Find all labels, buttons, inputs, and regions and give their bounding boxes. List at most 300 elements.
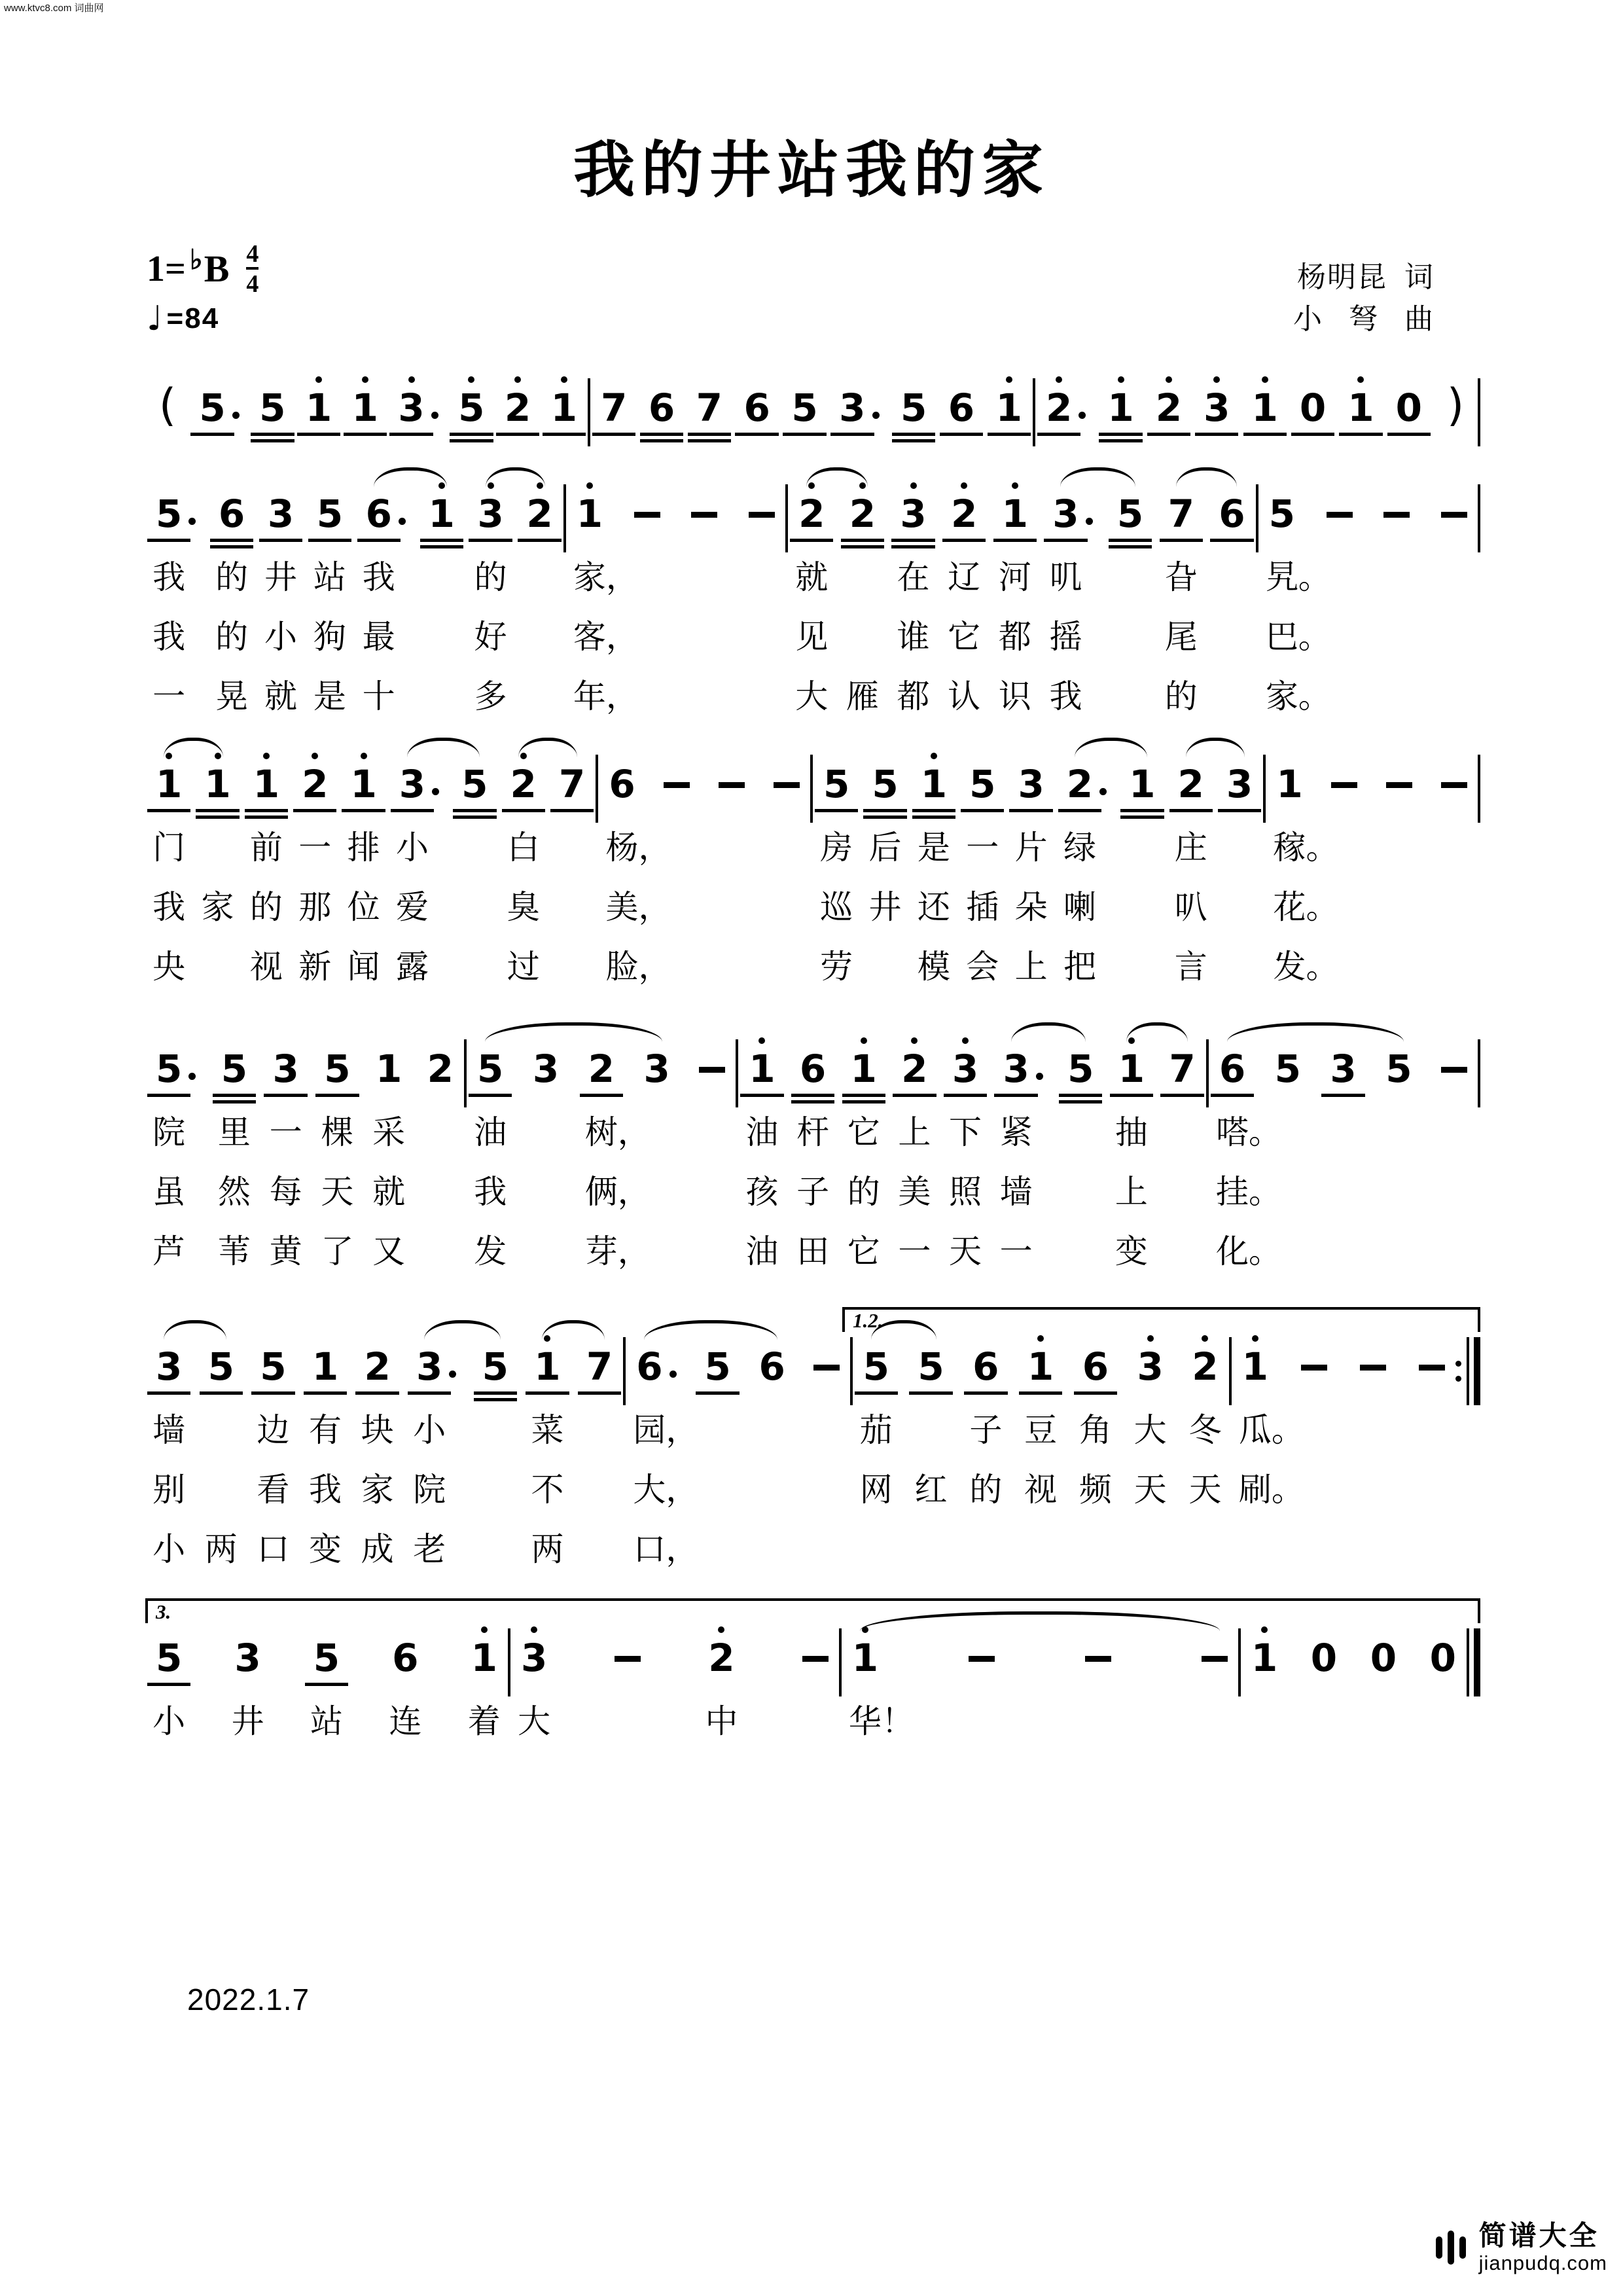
note-token: 6 — [1219, 1013, 1245, 1111]
beam-underline — [297, 433, 340, 436]
lyric-syllable: 的 — [474, 559, 507, 596]
lyric-syllable: 发 — [474, 1233, 507, 1270]
lyric-syllable: 化。 — [1215, 1233, 1281, 1270]
dash-token — [664, 728, 690, 827]
augmentation-dot-icon — [431, 412, 438, 419]
octave-dot-icon — [911, 1037, 918, 1044]
lyric-syllable: 一 — [152, 678, 186, 715]
beam-underline — [863, 816, 906, 819]
measure — [1266, 728, 1478, 827]
beam-underline — [735, 433, 778, 436]
dash-token — [813, 1311, 840, 1409]
beam-underline — [841, 545, 884, 548]
lyric-syllable: 的 — [1164, 678, 1198, 715]
lyric-syllable: 就 — [795, 559, 829, 596]
lyric-syllable: 小 — [152, 1703, 186, 1740]
note-token: 1 — [375, 1047, 402, 1091]
note-token: 6 — [609, 762, 635, 806]
beam-underline — [245, 816, 288, 819]
beam-underline — [912, 809, 955, 812]
beam-underline — [791, 1100, 834, 1103]
beam-underline — [1210, 539, 1253, 542]
lyric-syllable: 识 — [998, 678, 1031, 715]
lyric-syllable: 华！ — [848, 1703, 914, 1740]
note-token: 1 — [306, 352, 332, 450]
lyric-syllable: 上 — [1115, 1174, 1148, 1210]
beam-underline — [196, 809, 239, 812]
lyric-syllable: 上 — [1014, 948, 1048, 985]
lyric-syllable: 着 — [467, 1703, 501, 1740]
lyric-row — [145, 1528, 1480, 1577]
lyric-syllable: 白 — [507, 829, 540, 866]
beam-underline — [1059, 1094, 1102, 1097]
beam-underline — [863, 809, 906, 812]
lyric-syllable: 站 — [313, 559, 346, 596]
lyric-syllable: 老 — [413, 1531, 446, 1568]
note-token: 6 — [948, 352, 974, 450]
beam-underline — [1110, 1094, 1153, 1097]
lyric-syllable: 两 — [204, 1531, 238, 1568]
barline — [1478, 755, 1480, 823]
beam-underline — [961, 809, 1004, 812]
publisher-watermark — [1433, 2220, 1607, 2275]
augmentation-dot-icon — [449, 1371, 456, 1378]
beam-underline — [988, 433, 1031, 436]
beam-underline — [420, 545, 463, 548]
note-token: 1 — [156, 728, 182, 827]
beam-underline — [964, 1391, 1007, 1395]
dash-token — [699, 1013, 725, 1111]
note-token: 3 — [1226, 728, 1253, 827]
octave-dot-icon — [862, 1626, 868, 1633]
octave-dot-icon — [961, 482, 967, 489]
beam-underline — [944, 1094, 987, 1097]
lyric-syllable: 紧 — [999, 1114, 1033, 1151]
note-token: 3 — [1052, 458, 1092, 556]
note-token: 3 — [1018, 728, 1044, 827]
beam-underline — [304, 1391, 347, 1395]
lyric-row — [145, 616, 1480, 664]
lyric-syllable: 央 — [152, 948, 186, 985]
measure — [145, 458, 563, 556]
octave-dot-icon — [520, 753, 527, 759]
lyric-syllable: 家， — [573, 559, 639, 596]
beam-underline — [912, 816, 955, 819]
octave-dot-icon — [861, 1037, 867, 1044]
note-token: 5 — [1067, 1013, 1094, 1111]
note-token: 0 — [1300, 352, 1326, 450]
beam-underline — [496, 433, 539, 436]
volta-bracket — [145, 1598, 1480, 1623]
octave-dot-icon — [362, 376, 368, 383]
lyric-syllable: 美， — [605, 889, 671, 925]
lyric-syllable: 我 — [1049, 678, 1082, 715]
beam-underline — [245, 809, 288, 812]
note-token: 6 — [758, 1344, 785, 1389]
note-token: 6 — [1219, 458, 1245, 556]
note-token: 2 — [1192, 1311, 1218, 1409]
parenthesis: ( — [158, 380, 177, 431]
lyric-syllable: 在 — [897, 559, 930, 596]
dash-token — [1331, 728, 1357, 827]
note-token: 5 — [477, 1013, 503, 1111]
beam-underline — [474, 1398, 517, 1401]
note-token: 1 — [851, 1013, 877, 1111]
lyric-syllable: 豆 — [1024, 1412, 1058, 1448]
note-token: 7 — [601, 352, 627, 450]
note-token: 2 — [364, 1311, 390, 1409]
lyric-syllable: 庄 — [1174, 829, 1207, 866]
lyric-syllable: 角 — [1079, 1412, 1112, 1448]
beam-underline — [892, 439, 935, 442]
lyric-syllable: 十 — [362, 678, 395, 715]
note-token: 1 — [921, 728, 947, 827]
dash-token — [1441, 728, 1467, 827]
beam-underline — [450, 433, 493, 436]
dash-token — [691, 458, 717, 556]
measure — [467, 1013, 736, 1111]
lyric-syllable: 的 — [847, 1174, 880, 1210]
note-token: 2 — [1178, 728, 1204, 827]
beam-underline — [688, 439, 731, 442]
beam-underline — [315, 1094, 359, 1097]
dash-token — [1327, 458, 1353, 556]
note-token: 5 — [1268, 492, 1295, 536]
lyric-syllable: 瓜。 — [1238, 1412, 1304, 1448]
beam-underline — [592, 433, 635, 436]
note-token: 2 — [951, 458, 977, 556]
lyric-syllable: 就 — [264, 678, 297, 715]
octave-dot-icon — [1056, 376, 1062, 383]
lyric-syllable: 天 — [1133, 1471, 1167, 1508]
note-token: 6 — [1082, 1311, 1109, 1409]
lyric-syllable: 抽 — [1115, 1114, 1148, 1151]
lyric-syllable: 井 — [231, 1703, 264, 1740]
note-token: 2 — [302, 728, 328, 827]
lyric-syllable: 一 — [269, 1114, 302, 1151]
note-token: 5 — [324, 1013, 350, 1111]
measure — [566, 458, 785, 556]
beam-underline — [147, 1094, 190, 1097]
octave-dot-icon — [859, 482, 866, 489]
octave-dot-icon — [215, 753, 221, 759]
note-token: 0 — [1429, 1636, 1456, 1680]
beam-underline — [251, 439, 294, 442]
lyric-syllable: 苇 — [217, 1233, 251, 1270]
note-token: 3 — [399, 728, 439, 827]
lyric-syllable: 墙 — [999, 1174, 1033, 1210]
beam-underline — [550, 809, 594, 812]
lyric-syllable: 频 — [1079, 1471, 1112, 1508]
lyric-syllable: 中 — [705, 1703, 738, 1740]
beam-underline — [526, 1391, 569, 1395]
lyric-syllable: 脸， — [605, 948, 671, 985]
lyric-syllable: 冬 — [1188, 1412, 1222, 1448]
lyric-syllable: 谁 — [897, 619, 930, 655]
note-token: 3 — [477, 458, 503, 556]
system-6 — [145, 1600, 1480, 1740]
system-1 — [145, 352, 1480, 450]
lyric-syllable: 别 — [152, 1471, 186, 1508]
note-token: 1 — [1107, 352, 1133, 450]
octave-dot-icon — [586, 482, 593, 489]
augmentation-dot-icon — [1099, 788, 1107, 795]
lyric-syllable: 旯。 — [1265, 559, 1331, 596]
lyric-syllable: 那 — [298, 889, 332, 925]
note-token: 5 — [823, 728, 849, 827]
note-token: 6 — [636, 1311, 676, 1409]
note-token: 5 — [918, 1311, 944, 1409]
measure — [590, 352, 1033, 450]
lyric-syllable: 小 — [395, 829, 429, 866]
note-token: 5 — [313, 1602, 340, 1700]
note-token: 7 — [1169, 1013, 1195, 1111]
beam-underline — [1339, 433, 1382, 436]
notation-line — [145, 352, 1480, 450]
note-token: 5 — [969, 728, 995, 827]
octave-dot-icon — [718, 1626, 724, 1633]
lyric-syllable: 黄 — [269, 1233, 302, 1270]
note-token: 0 — [1396, 352, 1422, 450]
note-token: 2 — [1046, 352, 1086, 450]
lyric-syllable: 油 — [745, 1114, 779, 1151]
lyric-syllable: 巡 — [820, 889, 853, 925]
note-token: 1 — [1002, 458, 1028, 556]
lyric-syllable: 院 — [152, 1114, 186, 1151]
beam-underline — [1218, 809, 1261, 812]
lyric-syllable: 然 — [217, 1174, 251, 1210]
lyric-syllable: 下 — [948, 1114, 982, 1151]
beam-underline — [578, 1391, 621, 1395]
beam-underline — [342, 809, 385, 812]
octave-dot-icon — [808, 482, 815, 489]
measure — [788, 458, 1256, 556]
lyric-row — [145, 1111, 1480, 1160]
note-token: 1 — [1251, 1602, 1277, 1700]
lyric-syllable: 美 — [898, 1174, 931, 1210]
lyric-row — [145, 1700, 1480, 1749]
augmentation-dot-icon — [188, 518, 196, 525]
octave-dot-icon — [758, 1037, 765, 1044]
lyric-syllable: 一 — [898, 1233, 931, 1270]
lyric-syllable: 杆 — [796, 1114, 830, 1151]
lyric-syllable: 芦 — [152, 1233, 186, 1270]
barline — [1478, 378, 1480, 446]
note-token: 3 — [952, 1013, 978, 1111]
lyric-syllable: 里 — [217, 1114, 251, 1151]
lyric-syllable: 了 — [321, 1233, 354, 1270]
lyric-syllable: 它 — [847, 1233, 880, 1270]
octave-dot-icon — [1128, 1037, 1135, 1044]
lyric-syllable: 子 — [969, 1412, 1003, 1448]
measure — [145, 1013, 464, 1111]
system-2 — [145, 458, 1480, 715]
beam-underline — [1099, 433, 1142, 436]
lyric-syllable: 油 — [745, 1233, 779, 1270]
lyric-syllable: 成 — [361, 1531, 394, 1568]
lyric-syllable: 把 — [1063, 948, 1096, 985]
lyric-syllable: 上 — [898, 1114, 931, 1151]
beam-underline — [293, 809, 336, 812]
lyric-syllable: 墙 — [152, 1412, 186, 1448]
lyric-syllable: 尾 — [1164, 619, 1198, 655]
lyric-syllable: 都 — [998, 619, 1031, 655]
beam-underline — [909, 1391, 952, 1395]
lyric-syllable: 言 — [1174, 948, 1207, 985]
note-token: 1 — [350, 728, 376, 827]
beam-underline — [1037, 433, 1080, 436]
beam-underline — [855, 1391, 898, 1395]
lyric-syllable: 采 — [372, 1114, 406, 1151]
beam-underline — [640, 433, 683, 436]
lyric-syllable: 是 — [313, 678, 346, 715]
note-token: 2 — [526, 458, 552, 556]
octave-dot-icon — [408, 376, 415, 383]
system-5 — [145, 1309, 1480, 1568]
beam-underline — [893, 1094, 936, 1097]
beam-underline — [1243, 433, 1287, 436]
lyric-row — [145, 1230, 1480, 1279]
octave-dot-icon — [962, 1037, 969, 1044]
beam-underline — [355, 1391, 399, 1395]
beam-underline — [1059, 1100, 1102, 1103]
note-token: 3 — [1003, 1013, 1043, 1111]
beam-underline — [259, 539, 302, 542]
lyric-syllable: 天 — [1188, 1471, 1222, 1508]
lyric-syllable: 我 — [152, 619, 186, 655]
composer-credit: 小 弩 曲 — [1293, 303, 1435, 335]
key-letter: B — [204, 247, 230, 290]
note-token: 1 — [471, 1602, 497, 1700]
lyric-syllable: 片 — [1014, 829, 1048, 866]
lyric-syllable: 挂。 — [1215, 1174, 1281, 1210]
beam-underline — [1109, 545, 1152, 548]
note-token: 5 — [901, 352, 927, 450]
beam-underline — [408, 1391, 451, 1395]
lyric-syllable: 嗒。 — [1215, 1114, 1281, 1151]
beam-underline — [940, 433, 983, 436]
lyric-syllable: 家。 — [1265, 678, 1331, 715]
lyric-syllable: 模 — [917, 948, 950, 985]
lyric-syllable: 朵 — [1014, 889, 1048, 925]
octave-dot-icon — [561, 376, 567, 383]
lyric-syllable: 河 — [998, 559, 1031, 596]
beam-underline — [1109, 539, 1152, 542]
lyric-syllable: 雁 — [846, 678, 879, 715]
beam-underline — [1321, 1094, 1364, 1097]
beam-underline — [1160, 539, 1203, 542]
lyric-syllable: 家 — [361, 1471, 394, 1508]
beam-underline — [210, 545, 253, 548]
beam-underline — [213, 1100, 256, 1103]
note-token: 1 — [1347, 352, 1374, 450]
note-token: 5 — [156, 1013, 196, 1111]
lyric-syllable: 有 — [309, 1412, 342, 1448]
note-token: 1 — [577, 458, 603, 556]
lyric-syllable: 旮 — [1164, 559, 1198, 596]
beam-underline — [190, 433, 234, 436]
lyric-syllable: 会 — [966, 948, 999, 985]
lyric-syllable: 好 — [474, 619, 507, 655]
note-token: 5 — [208, 1311, 234, 1409]
lyric-syllable: 的 — [969, 1471, 1003, 1508]
note-token: 1 — [204, 728, 230, 827]
publisher-name: 简谱大全 — [1478, 2220, 1599, 2251]
beam-underline — [942, 539, 986, 542]
note-token: 6 — [219, 458, 245, 556]
lyric-syllable: 芽， — [584, 1233, 651, 1270]
lyric-syllable: 红 — [914, 1471, 948, 1508]
beam-underline — [453, 809, 496, 812]
note-token: 5 — [458, 352, 484, 450]
augmentation-dot-icon — [1079, 412, 1086, 419]
note-token: 5 — [863, 1311, 889, 1409]
barline — [1478, 484, 1480, 552]
beam-underline — [790, 539, 833, 542]
note-token: 2 — [901, 1013, 927, 1111]
lyric-syllable: 我 — [152, 559, 186, 596]
lyric-syllable: 花。 — [1273, 889, 1339, 925]
beam-underline — [1195, 433, 1238, 436]
measure — [598, 728, 810, 827]
beam-underline — [391, 809, 434, 812]
note-token: 5 — [1274, 1047, 1301, 1091]
octave-dot-icon — [514, 376, 521, 383]
lyric-syllable: 最 — [362, 619, 395, 655]
lyric-row — [145, 675, 1480, 724]
augmentation-dot-icon — [232, 412, 240, 419]
note-token: 3 — [1330, 1013, 1356, 1111]
lyric-syllable: 位 — [347, 889, 380, 925]
note-token: 6 — [972, 1311, 999, 1409]
note-token: 6 — [800, 1013, 826, 1111]
measure — [145, 1311, 623, 1409]
note-token: 5 — [156, 458, 196, 556]
note-token: 1 — [429, 458, 455, 556]
note-token: 5 — [704, 1311, 730, 1409]
note-token: 3 — [1204, 352, 1230, 450]
note-token: 2 — [708, 1602, 734, 1700]
octave-dot-icon — [438, 482, 445, 489]
lyric-syllable: 家 — [201, 889, 234, 925]
lyric-syllable: 的 — [215, 559, 249, 596]
lyric-syllable: 劳 — [820, 948, 853, 985]
note-token: 6 — [743, 352, 770, 450]
note-token: 3 — [416, 1311, 456, 1409]
jianpu-logo-icon — [1433, 2231, 1469, 2265]
dash-token — [1386, 728, 1412, 827]
lyric-syllable: 见 — [795, 619, 829, 655]
beam-underline — [147, 809, 190, 812]
lyric-syllable: 叽 — [1049, 559, 1082, 596]
quarter-note-icon: ♩ — [147, 299, 163, 338]
lyric-syllable: 我 — [474, 1174, 507, 1210]
beam-underline — [891, 539, 935, 542]
lyric-syllable: 它 — [948, 619, 981, 655]
note-token: 1 — [551, 352, 577, 450]
repeat-end-barline — [1455, 1337, 1480, 1405]
lyric-syllable: 口， — [633, 1531, 699, 1568]
lyric-syllable: 连 — [389, 1703, 422, 1740]
lyric-syllable: 院 — [413, 1471, 446, 1508]
lyric-syllable: 我 — [362, 559, 395, 596]
octave-dot-icon — [468, 376, 474, 383]
beam-underline — [518, 539, 561, 542]
note-token: 1 — [253, 728, 279, 827]
beam-underline — [450, 439, 493, 442]
lyric-syllable: 一 — [999, 1233, 1033, 1270]
lyric-syllable: 杨， — [605, 829, 671, 866]
